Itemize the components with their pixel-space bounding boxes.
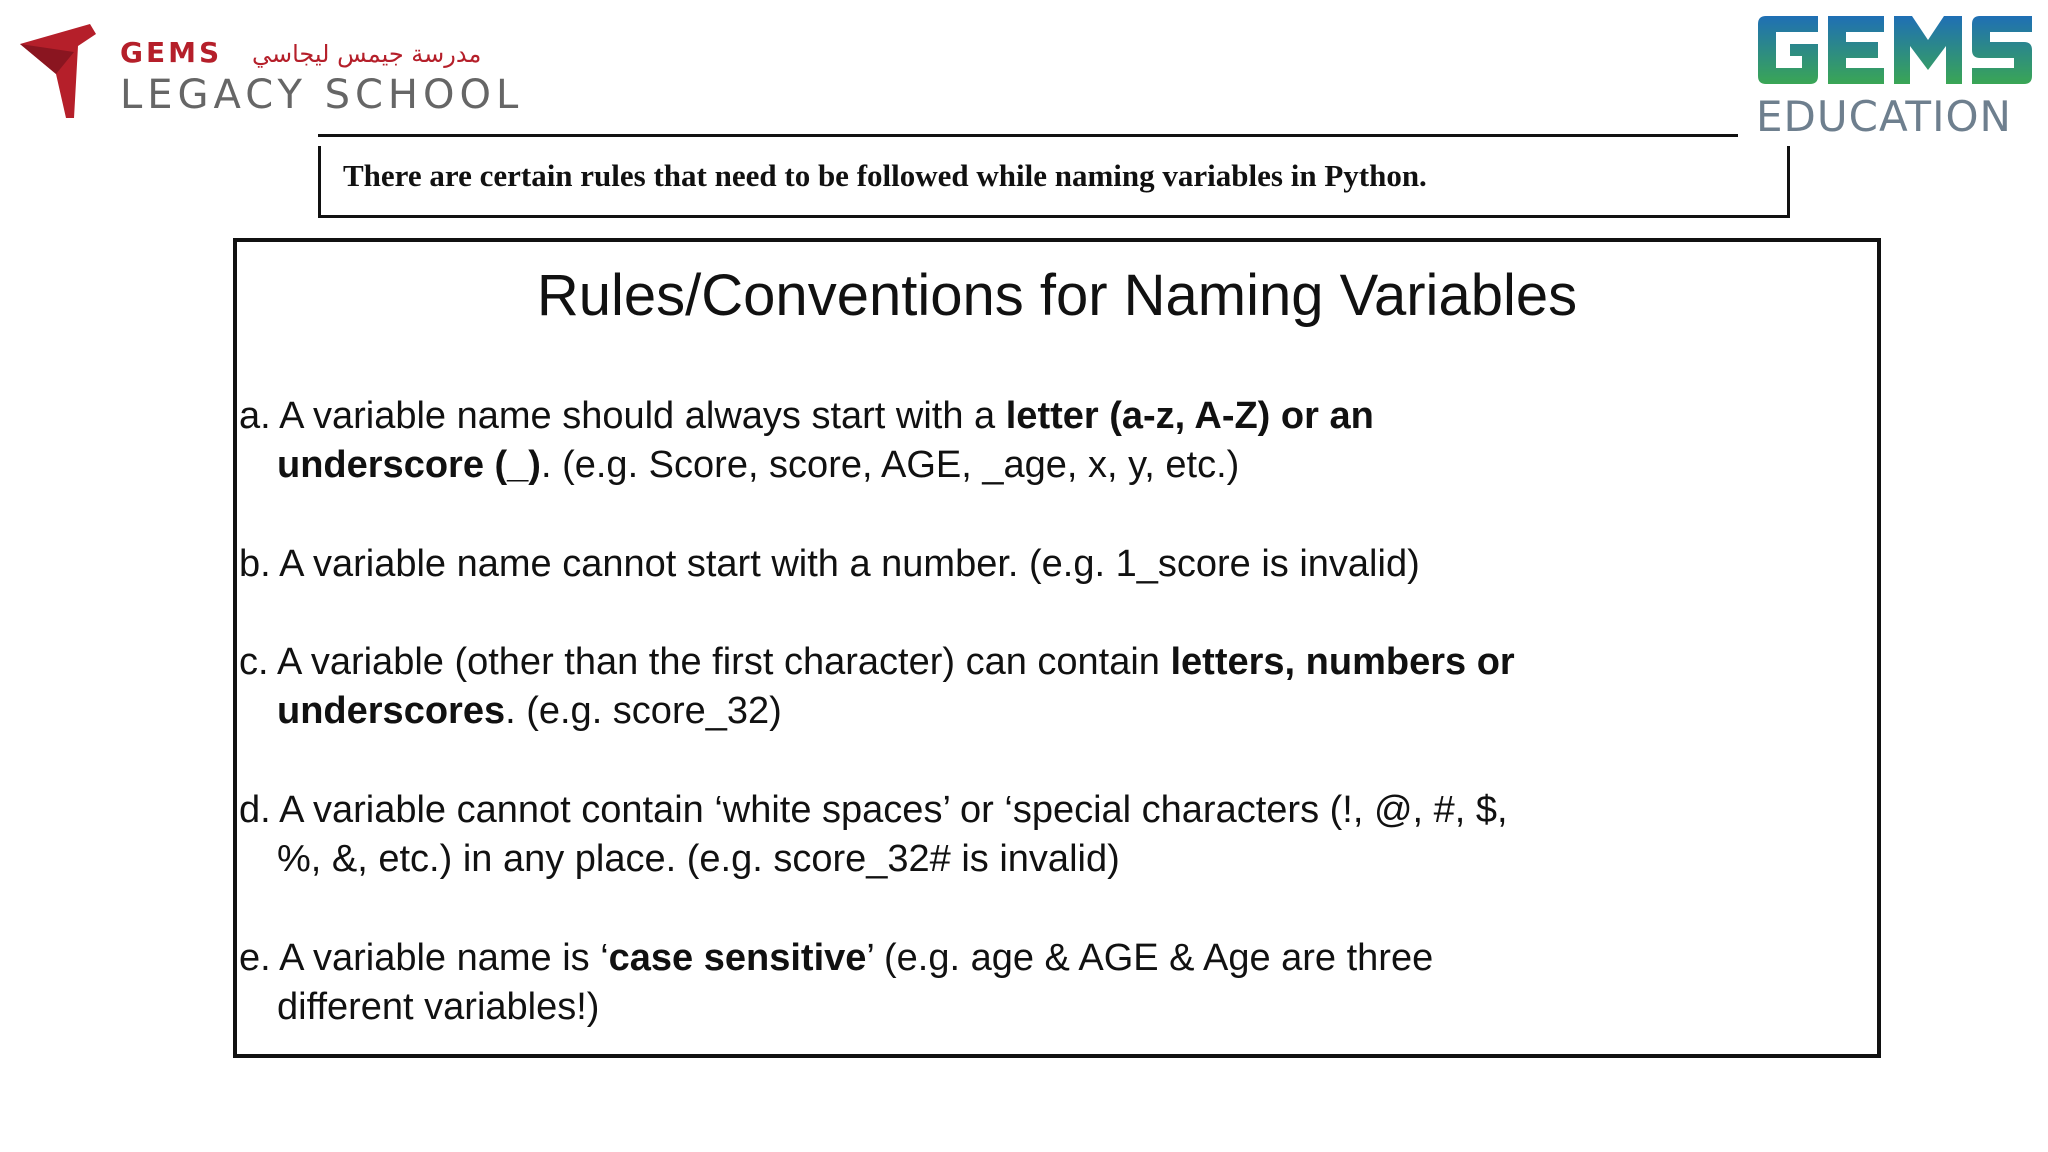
rule-emphasis: underscores xyxy=(277,690,506,732)
rule-text: b. A variable name cannot start with a number. (e.g. 1_score is invalid) xyxy=(239,543,1420,585)
rule-line xyxy=(239,786,1859,835)
rule-text: d. A variable cannot contain ‘white spaces’ or ‘special characters (!, @, #, $, xyxy=(239,789,1508,831)
school-name: LEGACY SCHOOL xyxy=(120,72,524,118)
rule-emphasis: letter (a-z, A-Z) or an xyxy=(1005,395,1374,437)
rule-text: ’ (e.g. age & AGE & Age are three xyxy=(866,937,1434,979)
gems-legacy-school-logo xyxy=(20,22,540,132)
rule-emphasis: letters, numbers or xyxy=(1170,641,1515,683)
rule-line xyxy=(239,441,1859,490)
rule-b xyxy=(239,540,1859,589)
rule-line xyxy=(239,687,1859,736)
rule-emphasis: underscore (_) xyxy=(277,444,541,486)
rule-line xyxy=(239,983,1859,1032)
education-tagline: EDUCATION xyxy=(1756,92,2012,141)
red-swoosh-icon xyxy=(20,22,100,122)
arabic-school-name: مدرسة جيمس ليجاسي xyxy=(252,40,482,68)
rule-text: e. A variable name is ‘ xyxy=(239,937,609,979)
rule-line xyxy=(239,540,1859,589)
rule-line xyxy=(239,392,1859,441)
rule-line xyxy=(239,638,1859,687)
rule-text: . (e.g. Score, score, AGE, _age, x, y, etc.) xyxy=(540,444,1240,486)
gems-letters-icon xyxy=(1756,14,2036,86)
rule-e xyxy=(239,934,1859,1032)
gems-wordmark: GEMS xyxy=(120,36,223,69)
intro-box xyxy=(318,146,1790,218)
rules-title: Rules/Conventions for Naming Variables xyxy=(536,263,1578,328)
rules-box xyxy=(233,238,1881,1058)
rule-a xyxy=(239,392,1859,490)
rule-text: . (e.g. score_32) xyxy=(505,690,782,732)
rule-text: %, &, etc.) in any place. (e.g. score_32# is invalid) xyxy=(277,838,1120,880)
intro-top-rule xyxy=(318,134,1738,137)
rule-text: c. A variable (other than the first character) can contain xyxy=(239,641,1171,683)
rule-line xyxy=(239,934,1859,983)
gems-education-logo xyxy=(1752,10,2042,140)
intro-text: There are certain rules that need to be followed while naming variables in Python. xyxy=(343,158,1427,193)
rule-text: a. A variable name should always start with a xyxy=(239,395,1006,437)
rule-emphasis: case sensitive xyxy=(608,937,867,979)
rule-text: different variables!) xyxy=(277,986,600,1028)
rule-d xyxy=(239,786,1859,884)
rule-c xyxy=(239,638,1859,736)
rule-line xyxy=(239,835,1859,884)
